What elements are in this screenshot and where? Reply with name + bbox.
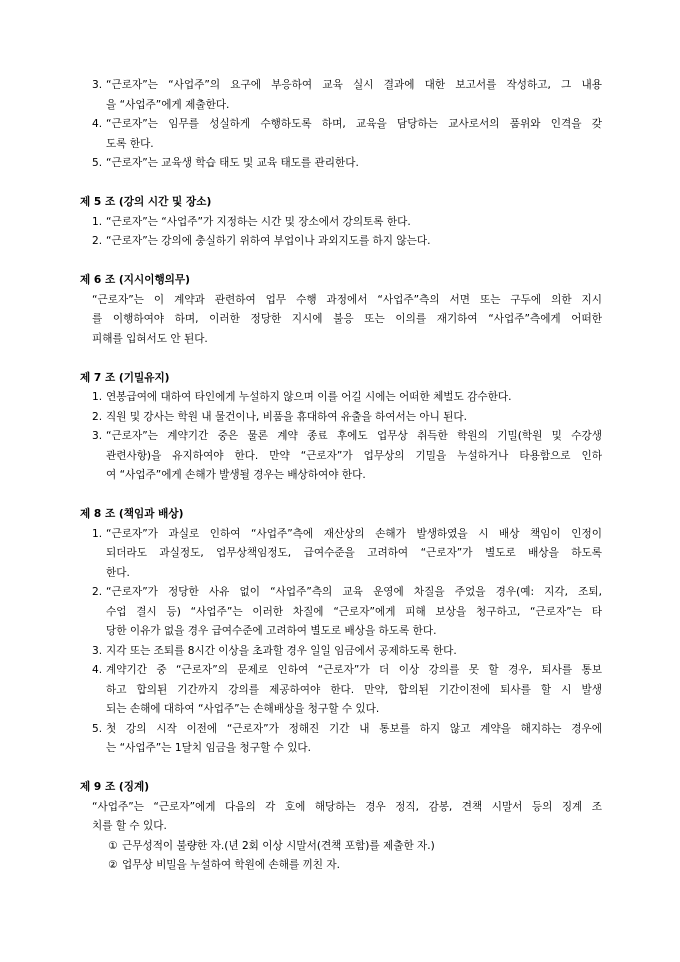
list-item <box>80 583 602 642</box>
item-text: “근로자”는 강의에 충실하기 위하여 부업이나 과외지도를 하지 않는다. <box>106 235 431 247</box>
item-text: 관련사항)을 유지하여야 한다. 만약 “근로자”가 업무상의 기밀을 누설하거나 타용함으로 인하 <box>106 449 602 462</box>
article-9 <box>80 778 602 876</box>
paragraph-line: 피해를 입혀서도 안 된다. <box>92 332 208 345</box>
list-item <box>80 408 602 428</box>
list-item <box>80 154 602 174</box>
item-text: 첫 강의 시작 이전에 “근로자”가 정해진 기간 내 통보를 하지 않고 계약을 해지하는 경우에 <box>106 722 602 735</box>
item-number: 3. <box>92 644 103 657</box>
item-number: 3. <box>92 79 103 91</box>
paragraph-line: “사업주”는 “근로자”에게 다음의 각 호에 해당하는 경우 정직, 감봉, 견책 시말서 등의 징계 조 <box>92 800 602 813</box>
item-text: 지각 또는 조퇴를 8시간 이상을 초과할 경우 일일 임금에서 공제하도록 한다. <box>106 644 457 657</box>
item-text: “근로자”는 “사업주”가 지정하는 시간 및 장소에서 강의토록 한다. <box>106 215 411 228</box>
item-text: 되는 손해에 대하여 “사업주”는 손해배상을 청구할 수 있다. <box>106 703 380 715</box>
paragraph-line: “근로자”는 이 계약과 관련하여 업무 수행 과정에서 “사업주”측의 서면 또는 구두에 의한 지시 <box>92 293 602 306</box>
item-text: 직원 및 강사는 학원 내 물건이나, 비품을 휴대하여 유출을 하여서는 아니 된다. <box>106 410 468 423</box>
sub-item-mark: ① <box>108 839 118 852</box>
list-item <box>80 76 602 115</box>
list-item <box>80 642 602 662</box>
item-text: “근로자”가 정당한 사유 없이 “사업주”측의 교육 운영에 차질을 주었을 경우(예: 지각, 조퇴, <box>106 586 602 598</box>
item-text: “근로자”는 계약기간 중은 물론 계약 종료 후에도 업무상 취득한 학원의 기밀(학원 및 수강생 <box>106 430 602 442</box>
item-number: 4. <box>92 118 103 130</box>
article-6 <box>80 271 602 349</box>
list-item <box>80 661 602 720</box>
item-text: 되더라도 과실정도, 업무상책임정도, 급여수준을 고려하여 “근로자”가 별도로 배상을 하도록 <box>106 547 602 559</box>
paragraph-line: 치를 할 수 있다. <box>92 820 167 832</box>
list-item <box>80 232 602 252</box>
list-item <box>80 720 602 759</box>
article-title: 제 6 조 (지시이행의무) <box>80 274 190 286</box>
article-title: 제 8 조 (책임과 배상) <box>80 508 184 520</box>
sub-item <box>108 837 602 857</box>
item-text: 계약기간 중 “근로자”의 문제로 인하여 “근로자”가 더 이상 강의를 못 할 경우, 퇴사를 통보 <box>106 664 602 676</box>
item-text: 도록 한다. <box>106 137 154 150</box>
list-item <box>80 388 602 408</box>
sub-item-text: 업무상 비밀을 누설하여 학원에 손해를 끼친 자. <box>122 859 341 871</box>
item-text: 수업 결시 등) “사업주”는 이러한 차질에 “근로자”에게 피해 보상을 청구하고, “근로자”는 타 <box>106 605 602 618</box>
item-text: 한다. <box>106 566 130 579</box>
sub-item-text: 근무성적이 불량한 자.(년 2회 이상 시말서(견책 포함)를 제출한 자.) <box>122 839 435 852</box>
article-title: 제 7 조 (기밀유지) <box>80 371 170 384</box>
item-text: 을 “사업주”에게 제출한다. <box>106 98 230 111</box>
item-number: 1. <box>92 527 103 540</box>
list-item <box>80 427 602 486</box>
article-title: 제 9 조 (징계) <box>80 781 150 793</box>
item-number: 3. <box>92 430 103 442</box>
item-text: “근로자”는 교육생 학습 태도 및 교육 태도를 관리한다. <box>106 157 359 169</box>
item-text: 하고 합의된 기간까지 강의를 제공하여야 한다. 만약, 합의된 기간이전에 퇴사를 할 시 발생 <box>106 683 602 696</box>
article-5 <box>80 193 602 252</box>
article-8 <box>80 505 602 759</box>
paragraph-line: 를 이행하여야 하며, 이러한 정당한 지시에 불응 또는 이의를 재기하여 “사업주”측에게 어떠한 <box>92 313 602 325</box>
item-number: 1. <box>92 391 103 403</box>
list-top <box>80 76 602 174</box>
item-text: “근로자”는 “사업주”의 요구에 부응하여 교육 실시 결과에 대한 보고서를 작성하고, 그 내용 <box>106 79 602 91</box>
item-text: 연봉급여에 대하여 타인에게 누설하지 않으며 이를 어길 시에는 어떠한 체벌도 감수한다. <box>106 391 512 403</box>
item-text: 여 “사업주”에게 손해가 발생될 경우는 배상하여야 한다. <box>106 469 366 481</box>
item-number: 5. <box>92 722 103 735</box>
article-7 <box>80 369 602 486</box>
item-number: 2. <box>92 235 103 247</box>
sub-item <box>108 856 602 876</box>
item-text: 는 “사업주”는 1달치 임금을 청구할 수 있다. <box>106 742 312 754</box>
item-number: 2. <box>92 586 103 598</box>
item-text: 당한 이유가 없을 경우 급여수준에 고려하여 별도로 배상을 하도록 한다. <box>106 625 437 637</box>
item-text: “근로자”가 과실로 인하여 “사업주”측에 재산상의 손해가 발생하였을 시 배상 책임이 인정이 <box>106 527 602 540</box>
article-title: 제 5 조 (강의 시간 및 장소) <box>80 196 212 208</box>
item-number: 1. <box>92 215 103 228</box>
sub-item-mark: ② <box>108 859 118 871</box>
item-text: “근로자”는 임무를 성실하게 수행하도록 하며, 교육을 담당하는 교사로서의 품위와 인격을 갖 <box>106 118 602 130</box>
item-number: 4. <box>92 664 103 676</box>
list-item <box>80 525 602 584</box>
list-item <box>80 115 602 154</box>
item-number: 5. <box>92 157 103 169</box>
item-number: 2. <box>92 410 103 423</box>
list-item <box>80 213 602 233</box>
